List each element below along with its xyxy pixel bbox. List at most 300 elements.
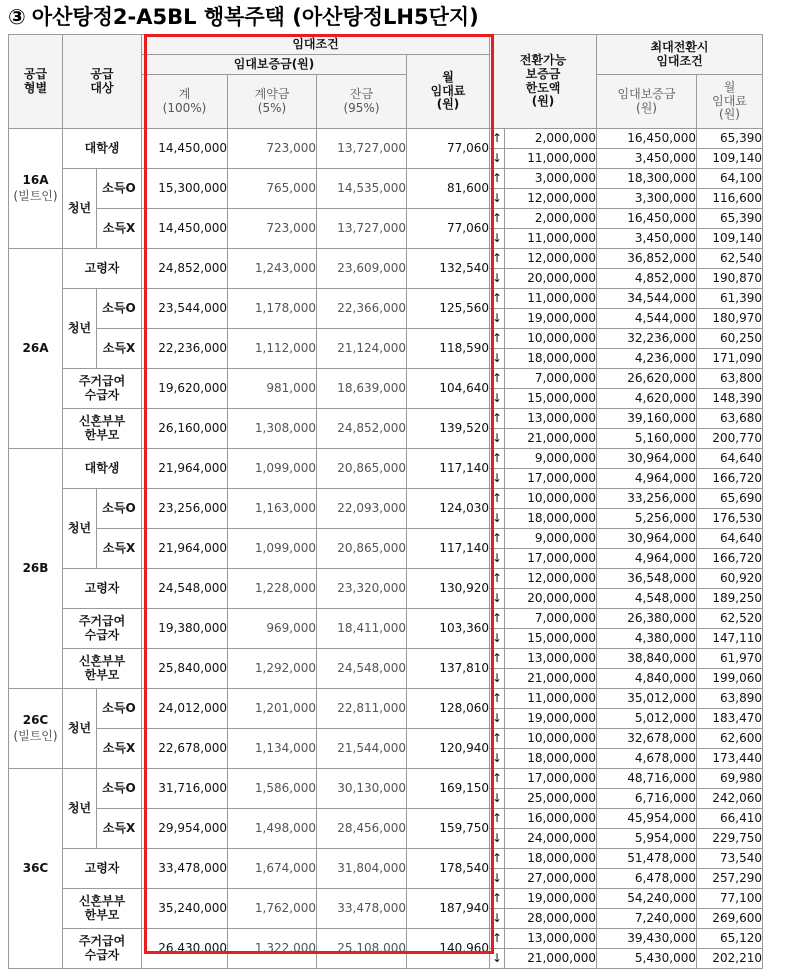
target-label-line: 수급자 (84, 627, 120, 642)
supply-type-cell (9, 129, 63, 249)
max-monthly-down-cell: 173,440 (697, 749, 763, 769)
max-deposit-up-cell: 36,852,000 (597, 249, 697, 269)
contract-deposit-cell: 765,000 (228, 169, 317, 209)
convertible-limit-down-cell: 19,000,000 (505, 709, 597, 729)
supply-target-cell (63, 409, 142, 449)
target-category-cell: 청년 (63, 769, 97, 849)
max-deposit-up-cell: 39,430,000 (597, 929, 697, 949)
convertible-limit-up-cell: 13,000,000 (505, 649, 597, 669)
max-deposit-up-cell: 30,964,000 (597, 529, 697, 549)
convertible-limit-down-cell: 27,000,000 (505, 869, 597, 889)
supply-target-cell: 고령자 (63, 249, 142, 289)
max-monthly-down-cell: 166,720 (697, 549, 763, 569)
arrow-up-icon: ↑ (490, 849, 505, 869)
contract-deposit-cell: 1,498,000 (228, 809, 317, 849)
monthly-rent-cell: 118,590 (407, 329, 490, 369)
contract-deposit-cell: 1,163,000 (228, 489, 317, 529)
deposit-total-cell: 26,430,000 (142, 929, 228, 969)
supply-type-cell (9, 449, 63, 689)
balance-cell: 21,124,000 (317, 329, 407, 369)
arrow-down-icon: ↓ (490, 469, 505, 489)
balance-cell: 23,609,000 (317, 249, 407, 289)
arrow-down-icon: ↓ (490, 669, 505, 689)
max-monthly-up-cell: 65,390 (697, 209, 763, 229)
supply-type-cell (9, 769, 63, 969)
monthly-rent-cell: 130,920 (407, 569, 490, 609)
max-deposit-up-cell: 32,236,000 (597, 329, 697, 349)
balance-cell: 22,093,000 (317, 489, 407, 529)
arrow-down-icon: ↓ (490, 149, 505, 169)
arrow-down-icon: ↓ (490, 389, 505, 409)
max-deposit-down-cell: 4,852,000 (597, 269, 697, 289)
max-monthly-down-cell: 176,530 (697, 509, 763, 529)
max-deposit-down-cell: 4,548,000 (597, 589, 697, 609)
arrow-down-icon: ↓ (490, 949, 505, 969)
convertible-limit-down-cell: 21,000,000 (505, 669, 597, 689)
balance-cell: 33,478,000 (317, 889, 407, 929)
deposit-total-cell: 23,256,000 (142, 489, 228, 529)
income-subcategory-cell: 소득O (97, 689, 142, 729)
convertible-limit-up-cell: 13,000,000 (505, 409, 597, 429)
arrow-up-icon: ↑ (490, 129, 505, 149)
supply-type-cell (9, 689, 63, 769)
max-deposit-up-cell: 38,840,000 (597, 649, 697, 669)
convertible-limit-down-cell: 24,000,000 (505, 829, 597, 849)
arrow-up-icon: ↑ (490, 889, 505, 909)
table-row (9, 249, 763, 269)
convertible-limit-down-cell: 20,000,000 (505, 269, 597, 289)
contract-deposit-cell: 723,000 (228, 129, 317, 169)
contract-deposit-cell: 981,000 (228, 369, 317, 409)
arrow-up-icon: ↑ (490, 769, 505, 789)
max-monthly-down-cell: 109,140 (697, 229, 763, 249)
convertible-limit-up-cell: 16,000,000 (505, 809, 597, 829)
supply-target-cell: 고령자 (63, 849, 142, 889)
income-subcategory-cell: 소득X (97, 209, 142, 249)
convertible-limit-down-cell: 15,000,000 (505, 629, 597, 649)
header-max-conversion: 최대전환시 임대조건 (597, 35, 763, 75)
table-row (9, 489, 763, 509)
table-row (9, 769, 763, 789)
table-row (9, 809, 763, 829)
supply-type-label: 36C (22, 860, 49, 875)
convertible-limit-up-cell: 7,000,000 (505, 609, 597, 629)
max-monthly-down-cell: 229,750 (697, 829, 763, 849)
income-subcategory-cell: 소득X (97, 729, 142, 769)
header-max-monthly: 월 임대료 (원) (697, 75, 763, 129)
max-monthly-up-cell: 65,120 (697, 929, 763, 949)
convertible-limit-up-cell: 10,000,000 (505, 489, 597, 509)
income-subcategory-cell: 소득O (97, 769, 142, 809)
max-deposit-up-cell: 45,954,000 (597, 809, 697, 829)
builtin-label: (빌트인) (13, 188, 58, 203)
builtin-label: (빌트인) (13, 728, 58, 743)
arrow-up-icon: ↑ (490, 529, 505, 549)
convertible-limit-up-cell: 9,000,000 (505, 529, 597, 549)
table-row (9, 329, 763, 349)
convertible-limit-up-cell: 11,000,000 (505, 689, 597, 709)
monthly-rent-cell: 117,140 (407, 449, 490, 489)
balance-cell: 24,548,000 (317, 649, 407, 689)
max-deposit-up-cell: 48,716,000 (597, 769, 697, 789)
arrow-up-icon: ↑ (490, 649, 505, 669)
max-deposit-down-cell: 3,300,000 (597, 189, 697, 209)
arrow-down-icon: ↓ (490, 269, 505, 289)
convertible-limit-down-cell: 20,000,000 (505, 589, 597, 609)
monthly-rent-cell: 124,030 (407, 489, 490, 529)
deposit-total-cell: 23,544,000 (142, 289, 228, 329)
table-row (9, 889, 763, 909)
monthly-rent-cell: 159,750 (407, 809, 490, 849)
table-row (9, 449, 763, 469)
arrow-up-icon: ↑ (490, 249, 505, 269)
convertible-limit-down-cell: 19,000,000 (505, 309, 597, 329)
income-subcategory-cell: 소득X (97, 809, 142, 849)
balance-cell: 24,852,000 (317, 409, 407, 449)
target-label-line: 신혼부부 (78, 413, 126, 428)
income-subcategory-cell: 소득O (97, 489, 142, 529)
max-monthly-up-cell: 63,890 (697, 689, 763, 709)
monthly-rent-cell: 104,640 (407, 369, 490, 409)
header-rent-conditions: 임대조건 (142, 35, 490, 55)
table-body (9, 129, 763, 969)
balance-cell: 18,411,000 (317, 609, 407, 649)
supply-target-cell (63, 369, 142, 409)
arrow-down-icon: ↓ (490, 869, 505, 889)
max-monthly-up-cell: 60,920 (697, 569, 763, 589)
convertible-limit-down-cell: 28,000,000 (505, 909, 597, 929)
max-monthly-down-cell: 257,290 (697, 869, 763, 889)
max-deposit-up-cell: 33,256,000 (597, 489, 697, 509)
max-monthly-up-cell: 69,980 (697, 769, 763, 789)
max-deposit-down-cell: 5,256,000 (597, 509, 697, 529)
deposit-total-cell: 22,678,000 (142, 729, 228, 769)
contract-deposit-cell: 1,228,000 (228, 569, 317, 609)
balance-cell: 23,320,000 (317, 569, 407, 609)
arrow-down-icon: ↓ (490, 629, 505, 649)
deposit-total-cell: 14,450,000 (142, 129, 228, 169)
max-monthly-down-cell: 200,770 (697, 429, 763, 449)
table-row (9, 609, 763, 629)
target-category-cell: 청년 (63, 289, 97, 369)
max-monthly-down-cell: 202,210 (697, 949, 763, 969)
convertible-limit-up-cell: 18,000,000 (505, 849, 597, 869)
contract-deposit-cell: 1,201,000 (228, 689, 317, 729)
max-deposit-up-cell: 36,548,000 (597, 569, 697, 589)
max-deposit-down-cell: 4,964,000 (597, 469, 697, 489)
arrow-down-icon: ↓ (490, 909, 505, 929)
arrow-up-icon: ↑ (490, 729, 505, 749)
max-deposit-down-cell: 6,478,000 (597, 869, 697, 889)
monthly-rent-cell: 103,360 (407, 609, 490, 649)
contract-deposit-cell: 1,308,000 (228, 409, 317, 449)
contract-deposit-cell: 1,099,000 (228, 449, 317, 489)
contract-deposit-cell: 1,762,000 (228, 889, 317, 929)
target-category-cell: 청년 (63, 489, 97, 569)
max-monthly-up-cell: 60,250 (697, 329, 763, 349)
arrow-up-icon: ↑ (490, 929, 505, 949)
target-label-line: 수급자 (84, 387, 120, 402)
header-convertible: 전환가능 보증금 한도액 (원) (490, 35, 597, 129)
max-deposit-down-cell: 5,954,000 (597, 829, 697, 849)
balance-cell: 22,811,000 (317, 689, 407, 729)
balance-cell: 30,130,000 (317, 769, 407, 809)
monthly-rent-cell: 169,150 (407, 769, 490, 809)
income-subcategory-cell: 소득X (97, 329, 142, 369)
arrow-down-icon: ↓ (490, 549, 505, 569)
monthly-rent-cell: 125,560 (407, 289, 490, 329)
table-row (9, 849, 763, 869)
header-deposit: 임대보증금(원) (142, 55, 407, 75)
header-supply-target: 공급 대상 (63, 35, 142, 129)
max-deposit-down-cell: 5,160,000 (597, 429, 697, 449)
max-deposit-up-cell: 39,160,000 (597, 409, 697, 429)
convertible-limit-up-cell: 2,000,000 (505, 129, 597, 149)
max-monthly-up-cell: 63,680 (697, 409, 763, 429)
contract-deposit-cell: 1,178,000 (228, 289, 317, 329)
monthly-rent-cell: 81,600 (407, 169, 490, 209)
supply-target-cell (63, 649, 142, 689)
deposit-total-cell: 29,954,000 (142, 809, 228, 849)
contract-deposit-cell: 1,586,000 (228, 769, 317, 809)
deposit-total-cell: 33,478,000 (142, 849, 228, 889)
arrow-down-icon: ↓ (490, 709, 505, 729)
max-deposit-down-cell: 3,450,000 (597, 229, 697, 249)
convertible-limit-up-cell: 10,000,000 (505, 329, 597, 349)
max-monthly-down-cell: 180,970 (697, 309, 763, 329)
max-deposit-down-cell: 4,620,000 (597, 389, 697, 409)
balance-cell: 13,727,000 (317, 129, 407, 169)
max-monthly-up-cell: 65,390 (697, 129, 763, 149)
table-row (9, 929, 763, 949)
balance-cell: 28,456,000 (317, 809, 407, 849)
max-monthly-up-cell: 63,800 (697, 369, 763, 389)
arrow-down-icon: ↓ (490, 429, 505, 449)
monthly-rent-cell: 187,940 (407, 889, 490, 929)
header-balance: 잔금 (95%) (317, 75, 407, 129)
max-deposit-down-cell: 5,012,000 (597, 709, 697, 729)
max-deposit-up-cell: 32,678,000 (597, 729, 697, 749)
deposit-total-cell: 26,160,000 (142, 409, 228, 449)
monthly-rent-cell: 132,540 (407, 249, 490, 289)
arrow-up-icon: ↑ (490, 569, 505, 589)
max-monthly-down-cell: 148,390 (697, 389, 763, 409)
convertible-limit-up-cell: 11,000,000 (505, 289, 597, 309)
max-deposit-down-cell: 5,430,000 (597, 949, 697, 969)
arrow-down-icon: ↓ (490, 309, 505, 329)
max-deposit-down-cell: 4,840,000 (597, 669, 697, 689)
contract-deposit-cell: 969,000 (228, 609, 317, 649)
deposit-total-cell: 22,236,000 (142, 329, 228, 369)
max-deposit-down-cell: 4,236,000 (597, 349, 697, 369)
target-label-line: 주거급여 (78, 933, 126, 948)
contract-deposit-cell: 1,674,000 (228, 849, 317, 889)
supply-type-label: 26B (22, 560, 49, 575)
monthly-rent-cell: 140,960 (407, 929, 490, 969)
max-deposit-up-cell: 26,380,000 (597, 609, 697, 629)
arrow-up-icon: ↑ (490, 169, 505, 189)
convertible-limit-down-cell: 17,000,000 (505, 549, 597, 569)
deposit-total-cell: 21,964,000 (142, 449, 228, 489)
monthly-rent-cell: 137,810 (407, 649, 490, 689)
supply-target-cell: 대학생 (63, 129, 142, 169)
max-monthly-down-cell: 189,250 (697, 589, 763, 609)
table-row (9, 409, 763, 429)
max-deposit-up-cell: 54,240,000 (597, 889, 697, 909)
max-monthly-up-cell: 64,640 (697, 449, 763, 469)
max-deposit-up-cell: 51,478,000 (597, 849, 697, 869)
max-monthly-down-cell: 171,090 (697, 349, 763, 369)
deposit-total-cell: 14,450,000 (142, 209, 228, 249)
deposit-total-cell: 21,964,000 (142, 529, 228, 569)
max-monthly-up-cell: 62,540 (697, 249, 763, 269)
monthly-rent-cell: 178,540 (407, 849, 490, 889)
max-deposit-up-cell: 16,450,000 (597, 209, 697, 229)
header-total: 계 (100%) (142, 75, 228, 129)
convertible-limit-up-cell: 7,000,000 (505, 369, 597, 389)
table-header (9, 35, 763, 129)
balance-cell: 14,535,000 (317, 169, 407, 209)
monthly-rent-cell: 128,060 (407, 689, 490, 729)
arrow-up-icon: ↑ (490, 289, 505, 309)
convertible-limit-down-cell: 18,000,000 (505, 509, 597, 529)
target-label-line: 신혼부부 (78, 893, 126, 908)
max-deposit-up-cell: 30,964,000 (597, 449, 697, 469)
arrow-down-icon: ↓ (490, 229, 505, 249)
supply-type-cell (9, 249, 63, 449)
max-deposit-up-cell: 34,544,000 (597, 289, 697, 309)
balance-cell: 25,108,000 (317, 929, 407, 969)
convertible-limit-down-cell: 21,000,000 (505, 949, 597, 969)
max-monthly-up-cell: 77,100 (697, 889, 763, 909)
table-row (9, 369, 763, 389)
deposit-total-cell: 15,300,000 (142, 169, 228, 209)
income-subcategory-cell: 소득O (97, 289, 142, 329)
max-deposit-down-cell: 6,716,000 (597, 789, 697, 809)
table-row (9, 209, 763, 229)
max-monthly-up-cell: 65,690 (697, 489, 763, 509)
arrow-up-icon: ↑ (490, 209, 505, 229)
arrow-down-icon: ↓ (490, 589, 505, 609)
convertible-limit-down-cell: 11,000,000 (505, 149, 597, 169)
arrow-down-icon: ↓ (490, 789, 505, 809)
arrow-up-icon: ↑ (490, 689, 505, 709)
max-deposit-up-cell: 16,450,000 (597, 129, 697, 149)
max-monthly-up-cell: 73,540 (697, 849, 763, 869)
convertible-limit-up-cell: 12,000,000 (505, 569, 597, 589)
supply-type-label: 26A (22, 340, 49, 355)
supply-type-label: 16A (22, 172, 49, 187)
page-title (8, 2, 479, 32)
target-category-cell: 청년 (63, 169, 97, 249)
table-row (9, 689, 763, 709)
balance-cell: 31,804,000 (317, 849, 407, 889)
monthly-rent-cell: 77,060 (407, 129, 490, 169)
balance-cell: 22,366,000 (317, 289, 407, 329)
max-monthly-up-cell: 61,970 (697, 649, 763, 669)
balance-cell: 21,544,000 (317, 729, 407, 769)
contract-deposit-cell: 1,322,000 (228, 929, 317, 969)
max-deposit-down-cell: 4,380,000 (597, 629, 697, 649)
balance-cell: 20,865,000 (317, 449, 407, 489)
convertible-limit-down-cell: 21,000,000 (505, 429, 597, 449)
convertible-limit-down-cell: 25,000,000 (505, 789, 597, 809)
max-monthly-down-cell: 116,600 (697, 189, 763, 209)
max-monthly-up-cell: 64,100 (697, 169, 763, 189)
max-monthly-down-cell: 242,060 (697, 789, 763, 809)
max-deposit-down-cell: 4,678,000 (597, 749, 697, 769)
max-deposit-down-cell: 7,240,000 (597, 909, 697, 929)
table-row (9, 649, 763, 669)
contract-deposit-cell: 1,243,000 (228, 249, 317, 289)
target-label-line: 주거급여 (78, 373, 126, 388)
target-label-line: 한부모 (84, 667, 120, 682)
balance-cell: 20,865,000 (317, 529, 407, 569)
monthly-rent-cell: 120,940 (407, 729, 490, 769)
max-monthly-up-cell: 61,390 (697, 289, 763, 309)
max-deposit-down-cell: 3,450,000 (597, 149, 697, 169)
convertible-limit-up-cell: 2,000,000 (505, 209, 597, 229)
supply-target-cell: 대학생 (63, 449, 142, 489)
supply-type-label: 26C (22, 712, 49, 727)
monthly-rent-cell: 77,060 (407, 209, 490, 249)
title-text: 아산탕정2-A5BL 행복주택 (아산탕정LH5단지) (31, 5, 479, 29)
target-label-line: 한부모 (84, 427, 120, 442)
convertible-limit-up-cell: 17,000,000 (505, 769, 597, 789)
income-subcategory-cell: 소득O (97, 169, 142, 209)
header-supply-type: 공급 형별 (9, 35, 63, 129)
deposit-total-cell: 35,240,000 (142, 889, 228, 929)
header-contract: 계약금 (5%) (228, 75, 317, 129)
convertible-limit-down-cell: 17,000,000 (505, 469, 597, 489)
contract-deposit-cell: 723,000 (228, 209, 317, 249)
balance-cell: 18,639,000 (317, 369, 407, 409)
convertible-limit-up-cell: 13,000,000 (505, 929, 597, 949)
supply-target-cell (63, 929, 142, 969)
target-label-line: 신혼부부 (78, 653, 126, 668)
arrow-down-icon: ↓ (490, 749, 505, 769)
title-number: ③ (8, 5, 26, 29)
arrow-down-icon: ↓ (490, 829, 505, 849)
arrow-up-icon: ↑ (490, 489, 505, 509)
target-label-line: 주거급여 (78, 613, 126, 628)
max-monthly-down-cell: 166,720 (697, 469, 763, 489)
header-monthly-rent: 월 임대료 (원) (407, 55, 490, 129)
arrow-up-icon: ↑ (490, 369, 505, 389)
arrow-up-icon: ↑ (490, 449, 505, 469)
convertible-limit-down-cell: 18,000,000 (505, 749, 597, 769)
convertible-limit-down-cell: 12,000,000 (505, 189, 597, 209)
arrow-up-icon: ↑ (490, 609, 505, 629)
rent-table (8, 34, 763, 969)
max-monthly-down-cell: 190,870 (697, 269, 763, 289)
contract-deposit-cell: 1,292,000 (228, 649, 317, 689)
table-row (9, 729, 763, 749)
table-row (9, 129, 763, 149)
max-deposit-up-cell: 26,620,000 (597, 369, 697, 389)
income-subcategory-cell: 소득X (97, 529, 142, 569)
target-category-cell: 청년 (63, 689, 97, 769)
convertible-limit-down-cell: 15,000,000 (505, 389, 597, 409)
deposit-total-cell: 19,620,000 (142, 369, 228, 409)
target-label-line: 한부모 (84, 907, 120, 922)
deposit-total-cell: 24,548,000 (142, 569, 228, 609)
arrow-up-icon: ↑ (490, 809, 505, 829)
supply-target-cell (63, 889, 142, 929)
deposit-total-cell: 24,012,000 (142, 689, 228, 729)
max-monthly-down-cell: 183,470 (697, 709, 763, 729)
convertible-limit-up-cell: 9,000,000 (505, 449, 597, 469)
